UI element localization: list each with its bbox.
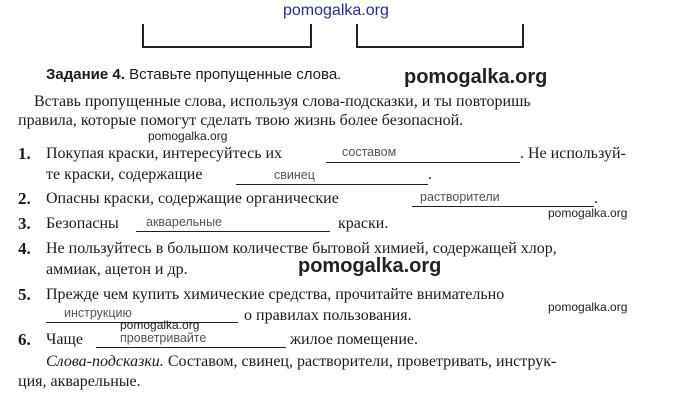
item-6-text: Чаще xyxy=(46,331,83,348)
item-2-number: 2. xyxy=(18,189,31,208)
item-3-answer: акварельные xyxy=(146,215,223,229)
item-1-blank-2 xyxy=(236,168,428,185)
item-3-text-2: краски. xyxy=(338,215,389,232)
task-title xyxy=(46,66,341,83)
hints-label: Слова-подсказки. xyxy=(46,353,164,370)
item-1-text-3: те краски, содержащие xyxy=(46,166,203,183)
watermark-item3: pomogalka.org xyxy=(548,206,628,220)
item-1-text: Покупая краски, интересуйтесь их xyxy=(46,145,283,162)
item-6-answer: проветривайте xyxy=(120,331,207,345)
watermark-item5: pomogalka.org xyxy=(548,300,628,314)
item-6-number: 6. xyxy=(18,330,31,349)
item-4-text-2: аммиак, ацетон и др. xyxy=(46,261,188,278)
item-3-text: Безопасны xyxy=(46,215,119,232)
hints-words: Составом, свинец, растворители, проветривать, инструк- xyxy=(167,353,557,370)
item-5-answer: инструкцию xyxy=(64,306,132,320)
intro-line-1: Вставь пропущенные слова, используя слова-подсказки, и ты повторишь xyxy=(34,93,531,110)
bracket-left xyxy=(142,24,312,48)
item-5-text: Прежде чем купить химические средства, прочитайте внимательно xyxy=(46,286,505,303)
item-1-answer-2: свинец xyxy=(274,168,315,182)
item-2-answer: растворители xyxy=(420,190,500,204)
item-4-number: 4. xyxy=(18,239,31,258)
item-4-text: Не пользуйтесь в большом количестве бытовой химией, содержащей хлор, xyxy=(46,240,557,257)
item-5-text-2: о правилах пользования. xyxy=(244,307,412,324)
task-number: Задание 4. xyxy=(46,66,125,83)
intro-line-2: правила, которые помогут сделать твою жизнь более безопасной. xyxy=(18,112,464,129)
item-1-answer-1: составом xyxy=(342,145,397,159)
watermark-item1: pomogalka.org xyxy=(148,129,228,143)
watermark-center: pomogalka.org xyxy=(298,255,442,277)
task-instruction: Вставьте пропущенные слова. xyxy=(129,66,342,83)
hints-line-1 xyxy=(46,353,556,371)
watermark-header: pomogalka.org xyxy=(404,66,548,88)
item-1-number: 1. xyxy=(18,144,31,163)
bracket-right xyxy=(356,24,524,48)
watermark-top: pomogalka.org xyxy=(283,2,389,19)
item-2-text-2: . xyxy=(594,190,598,207)
item-1-text-2: . Не используй- xyxy=(520,145,626,162)
item-5-number: 5. xyxy=(18,285,31,304)
item-3-number: 3. xyxy=(18,214,31,233)
item-2-text: Опасны краски, содержащие органические xyxy=(46,190,339,207)
item-1-text-4: . xyxy=(428,166,432,183)
item-6-text-2: жилое помещение. xyxy=(290,331,419,348)
hints-line-2: ция, акварельные. xyxy=(18,373,141,390)
watermark-item6: pomogalka.org xyxy=(120,318,200,332)
